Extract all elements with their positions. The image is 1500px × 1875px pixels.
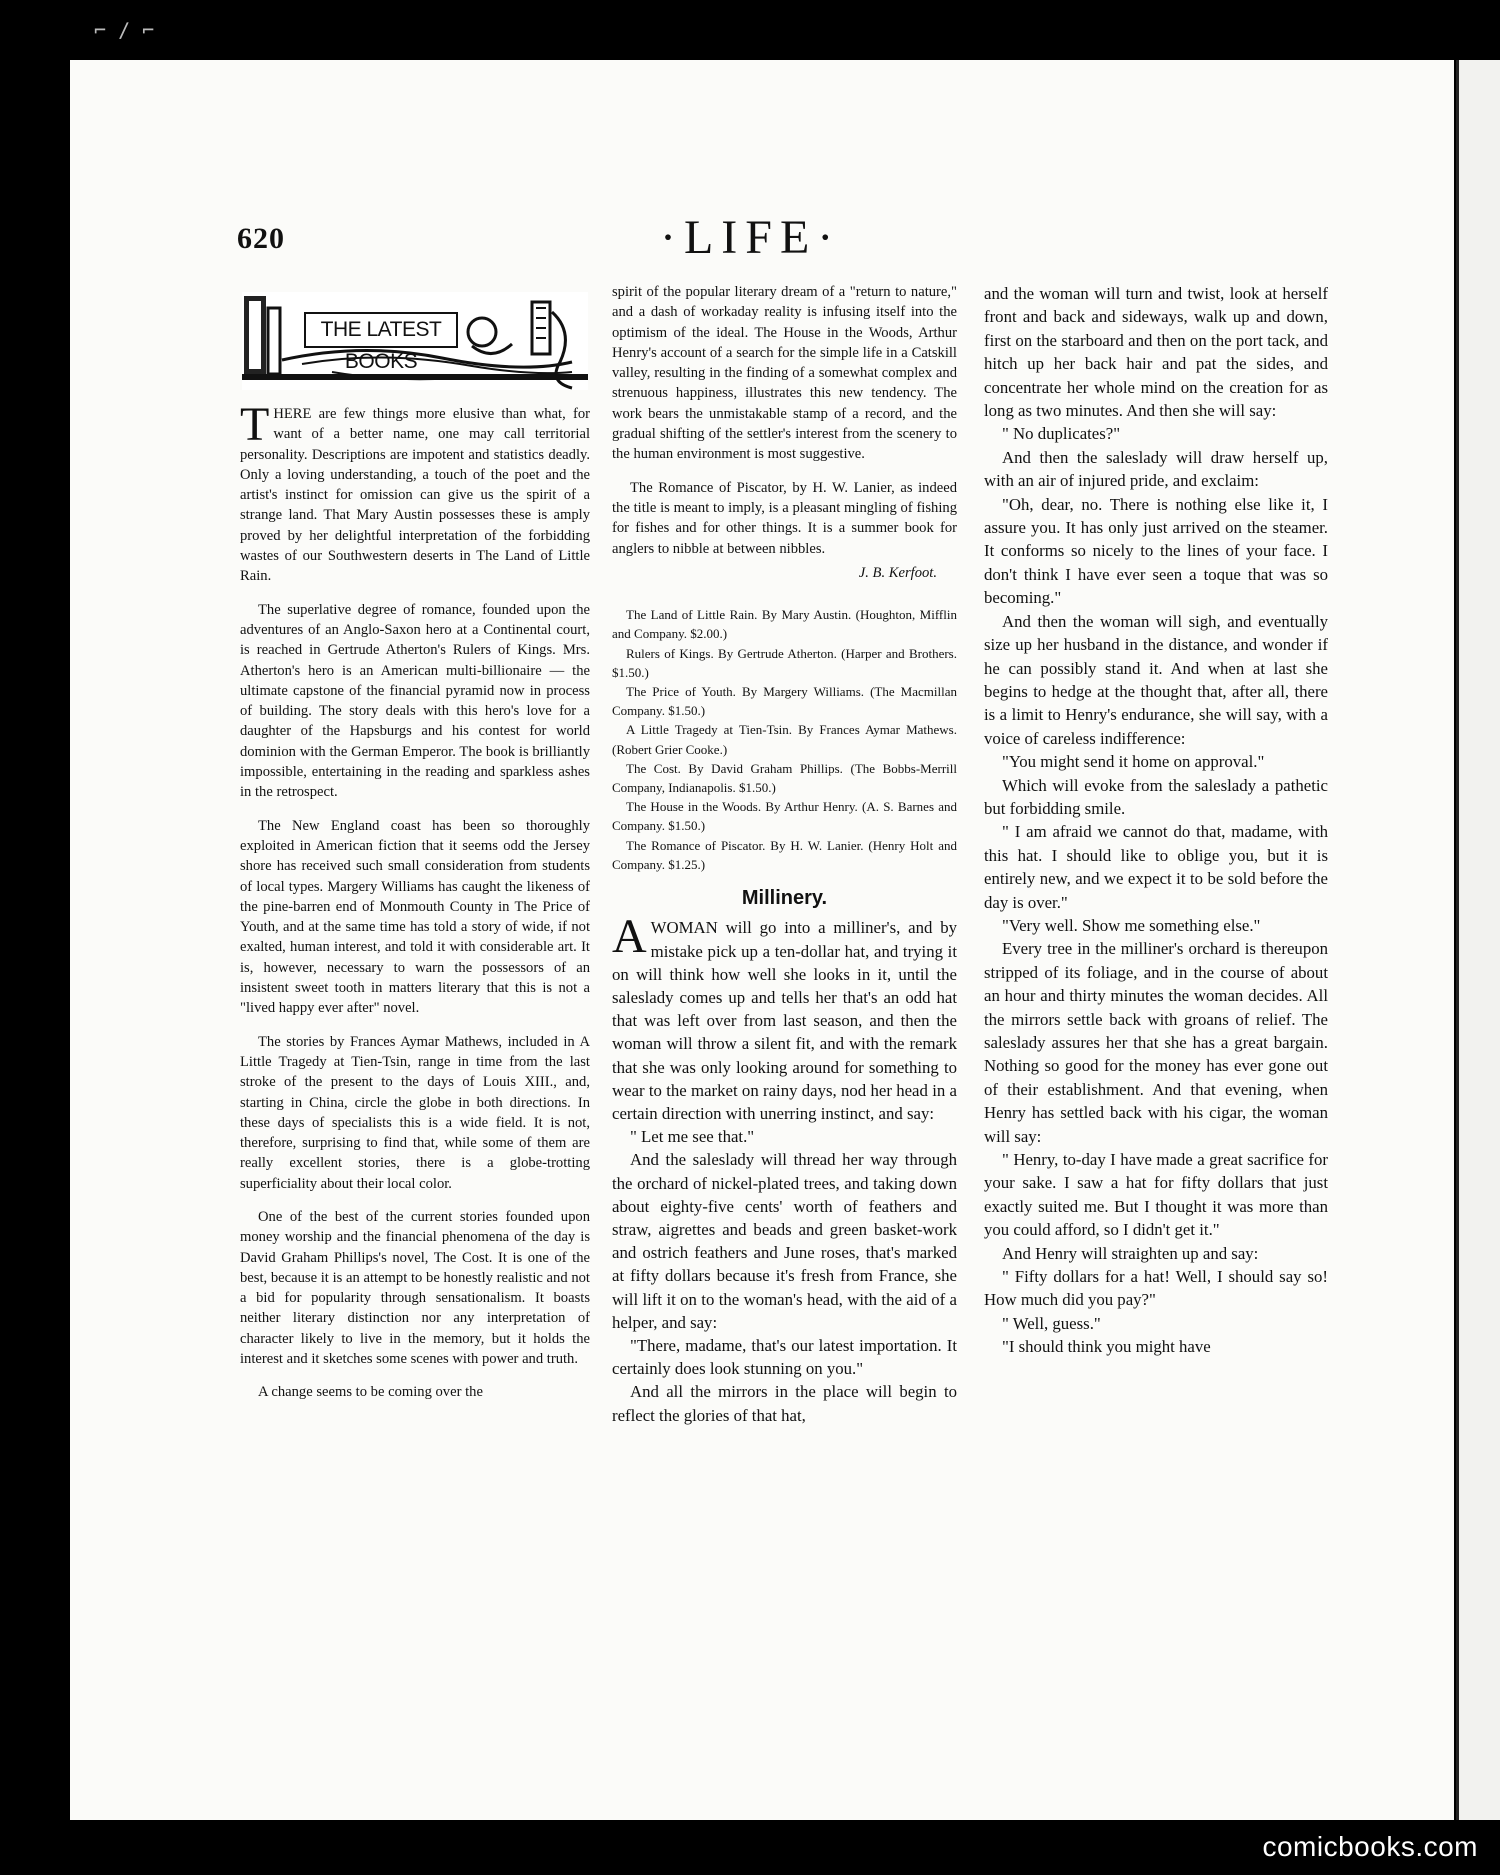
column-1: [240, 292, 590, 1403]
story-paragraph: Every tree in the milliner's orchard is thereupon stripped of its foliage, and in the course of about an hour and thirty minutes the woman decides. All the mirrors settle back with groans of relief. The saleslady assures her that she has a great bargain. Nothing so good for the money has ever gone out of their establishment. And that evening, when Henry has settled back with his cigar, the woman will say:: [984, 939, 1328, 1146]
book-entry: The Price of Youth. By Margery Williams. (The Macmillan Company. $1.50.): [612, 683, 957, 719]
story-paragraph: and the woman will turn and twist, look at herself front and back and sideways, walk up and down, first on the starboard and then on the port tack, and hitch up her back hair and pat the sides, and concentrate her whole mind on the creation for as long as two minutes. And then she will say:: [984, 284, 1328, 421]
story-paragraph: " No duplicates?": [1002, 424, 1121, 444]
book-entry: Rulers of Kings. By Gertrude Atherton. (Harper and Brothers. $1.50.): [612, 645, 957, 680]
site-watermark: comicbooks.com: [1262, 1831, 1478, 1862]
book-entry: The House in the Woods. By Arthur Henry. (A. S. Barnes and Company. $1.50.): [612, 799, 957, 834]
book-list: [612, 605, 957, 874]
millinery-story: [612, 910, 957, 1426]
section-heading-millinery: Millinery.: [741, 887, 828, 909]
banner-title: THE LATEST BOOKS: [304, 312, 458, 348]
story-paragraph: "I should think you might have: [1002, 1337, 1211, 1357]
story-paragraph: "Oh, dear, no. There is nothing else like it, I assure you. It has only just arrived on the steamer. It conforms so nicely to the lines of your face. I don't think I have ever seen a toque that was so becoming.": [984, 494, 1328, 608]
column-3: [984, 282, 1328, 1359]
scan-edge-mark: ⌐ ∕ ⌐: [94, 18, 155, 42]
page-number: 620: [237, 222, 285, 255]
drop-cap: A: [612, 910, 647, 964]
story-paragraph: "You might send it home on approval.": [1002, 752, 1265, 772]
story-paragraph: " I am afraid we cannot do that, madame, with this hat. I should like to oblige you, but it is entirely new, and we expect it to be sold before the day is over.": [984, 822, 1328, 912]
story-paragraph: Which will evoke from the saleslady a pathetic but forbidding smile.: [984, 775, 1328, 818]
latest-books-banner: [242, 292, 588, 390]
story-paragraph: And Henry will straighten up and say:: [1002, 1243, 1259, 1263]
review-paragraph: THERE are few things more elusive than what, for want of a better name, one may call territorial personality. Descriptions are impotent and statistics deadly. Only a loving understanding, a touch of the poet and the artist's instinct for omission can give us the spirit of a strange land. That Mary Austin possesses these is amply proved by her delightful interpretation of the forbidding wastes of our Southwestern deserts in The Land of Little Rain.: [240, 398, 590, 585]
book-entry: The Romance of Piscator. By H. W. Lanier. (Henry Holt and Company. $1.25.): [612, 837, 957, 872]
story-paragraph: And then the saleslady will draw herself up, with an air of injured pride, and exclaim:: [984, 447, 1328, 491]
story-paragraph: "Very well. Show me something else.": [1002, 915, 1261, 935]
column-2: [612, 282, 957, 1427]
story-paragraph: " Fifty dollars for a hat! Well, I should say so! How much did you pay?": [984, 1267, 1328, 1310]
book-entry: The Land of Little Rain. By Mary Austin. (Houghton, Mifflin and Company. $2.00.): [612, 607, 957, 642]
story-paragraph: And all the mirrors in the place will begin to reflect the glories of that hat,: [612, 1382, 957, 1425]
story-paragraph: "There, madame, that's our latest importation. It certainly does look stunning on you.": [612, 1335, 957, 1379]
story-paragraph: And the saleslady will thread her way through the orchard of nickel-plated trees, and taking down about eighty-five cents' worth of feathers and straw, aigrettes and beads and green basket-work and ostrich feathers and June roses, that's marked at fifty dollars because it's fresh from France, she will lift it on to the woman's head, with the aid of a helper, and say:: [612, 1150, 957, 1332]
book-entry: A Little Tragedy at Tien-Tsin. By Frances Aymar Mathews. (Robert Grier Cooke.): [612, 722, 957, 757]
review-paragraph: The stories by Frances Aymar Mathews, included in A Little Tragedy at Tien-Tsin, range in time from the last stroke of the present to the days of Louis XIII., and, starting in China, circle the globe in both directions. In these days of specialists this is a wide field. It is not, therefore, surprising to find that, while some of them are really excellent stories, there is a globe-trotting superficiality about their local color.: [240, 1033, 590, 1192]
drop-cap: T: [240, 398, 270, 451]
story-paragraph: " Henry, to-day I have made a great sacrifice for your sake. I saw a hat for fifty dollars that just exactly suited me. But I thought it was more than you could afford, so I didn't get it.": [984, 1150, 1328, 1240]
review-paragraph: The New England coast has been so thoroughly exploited in American fiction that it seems odd the Jersey shore has received such small consideration from students of local types. Margery Williams has caught the likeness of the pine-barren end of Monmouth County in The Price of Youth, and at the same time has told a story of wide, if not exalted, human interest, and told it with considerable art. It is, however, necessary to warn the possessors of an insistent sweet tooth in matters literary that this is not a "lived happy ever after" novel.: [240, 817, 590, 1017]
review-paragraph: One of the best of the current stories founded upon money worship and the financial phenomena of the day is David Graham Phillips's novel, The Cost. It is one of the best, because it is an attempt to be honestly realistic and not a bid for popularity through sensationalism. It boasts neither literary distinction nor any interpretation of character likely to live in the memory, but it holds the interest and it sketches some scenes with power and truth.: [240, 1208, 590, 1368]
story-paragraph: And then the woman will sigh, and eventually size up her husband in the distance, and wonder if he can possibly stand it. And when at last she begins to hedge at the thought that, after all, there is a limit to Henry's endurance, she will say, with a voice of careless indifference:: [984, 611, 1328, 748]
story-paragraph: " Let me see that.": [630, 1127, 755, 1147]
review-paragraph: A change seems to be coming over the: [258, 1384, 483, 1401]
book-entry: The Cost. By David Graham Phillips. (The Bobbs-Merrill Company, Indianapolis. $1.50.): [612, 760, 957, 795]
review-paragraph: The Romance of Piscator, by H. W. Lanier, as indeed the title is meant to imply, is a pleasant mingling of fishing for fishes and for other things. It is a summer book for anglers to nibble at between nibbles.: [612, 479, 957, 557]
story-paragraph: " Well, guess.": [1002, 1313, 1101, 1333]
masthead-title: ·LIFE·: [660, 211, 842, 264]
reviewer-signature: J. B. Kerfoot.: [858, 564, 937, 581]
adjacent-page-edge: [1456, 60, 1500, 1820]
review-paragraph: spirit of the popular literary dream of a "return to nature," and a dash of workaday reality is infusing itself into the optimism of the ideal. The House in the Woods, Arthur Henry's account of a search for the simple life in a Catskill valley, resulting in the finding of a somewhat complex and strenuous happiness, illustrates this new tendency. The work bears the unmistakable stamp of a record, and the gradual shifting of the settler's interest from the scenery to the human environment is most suggestive.: [612, 284, 957, 463]
review-paragraph: The superlative degree of romance, founded upon the adventures of an Anglo-Saxon hero at a Continental court, is reached in Gertrude Atherton's Rulers of Kings. Mrs. Atherton's hero is an American multi-billionaire — the ultimate capstone of the financial pyramid now in process of building. The story deals with this hero's love for a daughter of the Hapsburgs and his contest for world dominion with the German Emperor. The book is brilliantly impossible, entertaining in the reading and sparkless ashes in the retrospect.: [240, 601, 590, 801]
story-paragraph: AWOMAN will go into a milliner's, and by mistake pick up a ten-dollar hat, and trying it on will think how well she looks in it, until the saleslady comes up and tells her that's an odd hat that was left over from last season, and then the woman will throw a silent fit, and with the remark that she was only looking around for something to wear to the market on rainy days, nod her head in a certain direction with unerring instinct, and say:: [612, 910, 957, 1123]
